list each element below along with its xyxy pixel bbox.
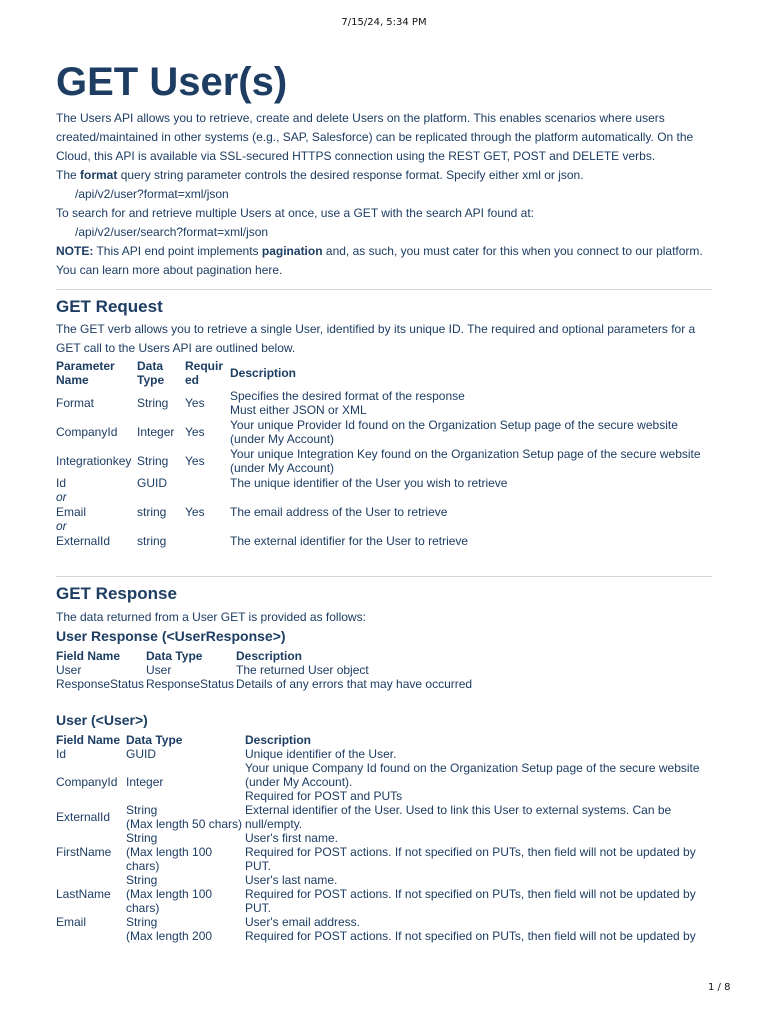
or-label: or [56,519,67,533]
field-name: User [56,663,82,677]
param-required: Yes [185,504,205,519]
table-row [56,677,536,691]
intro-section [56,109,712,280]
col-header: Field Name [56,649,121,663]
col-header: Description [230,366,297,380]
field-type: String (Max length 100 chars) [126,831,213,873]
page-number: 1 / 8 [708,982,731,993]
search-paragraph: To search for and retrieve multiple Users at once, use a GET with the search API found at: [56,206,535,220]
field-type: ResponseStatus [146,677,235,691]
format-paragraph [56,166,712,185]
param-name: CompanyId [56,424,118,439]
table-row [56,417,712,446]
param-name: Integrationkey [56,453,132,468]
table-row [56,831,712,873]
field-description: User's email address. Required for POST actions. If not specified on PUTs, then field will not be updated by [245,915,696,943]
search-endpoint-url: /api/v2/user/search?format=xml/json [75,225,269,239]
page-title: GET User(s) [56,60,288,104]
get-response-heading: GET Response [56,584,177,603]
field-description: User's first name. Required for POST actions. If not specified on PUTs, then field will not be updated by PUT. [245,831,696,873]
get-request-text: The GET verb allows you to retrieve a single User, identified by its unique ID. The required and optional parameters for a GET call to the Users API are outlined below. [56,322,696,355]
table-row [56,388,712,417]
or-row [56,490,712,504]
format-keyword: format [80,168,118,182]
field-description: Unique identifier of the User. [245,747,397,761]
divider [56,289,712,290]
param-required: Yes [185,453,205,468]
param-description: The unique identifier of the User you wish to retrieve [230,475,508,490]
param-required [185,533,230,548]
param-name: Email [56,504,87,519]
table-row [56,663,536,677]
field-type: String (Max length 50 chars) [126,803,243,831]
pagination-note [56,242,712,280]
param-type: String [137,395,169,410]
field-name: Email [56,915,87,929]
col-header: Data Type [126,733,183,747]
param-required: Yes [185,424,205,439]
param-description: The email address of the User to retrieve [230,504,448,519]
field-name: CompanyId [56,775,118,789]
note-text-post: and, as such, you must cater for this when you connect to our platform. You can learn more about pagination here. [56,244,703,277]
table-row [56,803,712,831]
field-name: Id [56,747,67,761]
col-header: Description [236,649,303,663]
field-description: User's last name. Required for POST actions. If not specified on PUTs, then field will not be updated by PUT. [245,873,696,915]
field-type: Integer [126,775,164,789]
divider [56,576,712,577]
col-header: Requir ed [185,359,224,387]
param-name: Format [56,395,95,410]
table-row [56,915,712,943]
or-label: or [56,490,67,504]
request-parameters-table [56,358,712,548]
table-header-row [56,649,536,663]
table-row [56,446,712,475]
param-type: string [137,504,167,519]
param-type: string [137,533,167,548]
print-timestamp: 7/15/24, 5:34 PM [341,17,427,28]
get-response-text: The data returned from a User GET is provided as follows: [56,610,366,624]
field-description: Your unique Company Id found on the Organization Setup page of the secure website (under My Account). Required for POST and PUTs [245,761,700,803]
field-name: ExternalId [56,810,111,824]
param-required: Yes [185,395,205,410]
col-header: Parameter Name [56,359,115,387]
format-text-pre: The [56,168,81,182]
field-type: GUID [126,747,156,761]
table-row [56,504,712,519]
table-header-row [56,733,712,747]
field-name: LastName [56,887,111,901]
field-description: The returned User object [236,663,369,677]
document-body [56,58,712,943]
table-row [56,873,712,915]
param-description: The external identifier for the User to retrieve [230,533,469,548]
note-text-pre: This API end point implements [93,244,262,258]
param-description: Specifies the desired format of the response Must either JSON or XML [230,388,465,417]
field-description: External identifier of the User. Used to link this User to external systems. Can be null/empty. [245,803,672,831]
param-type: GUID [137,475,167,490]
user-response-heading: User Response (<UserResponse>) [56,628,286,644]
field-type: User [146,663,172,677]
user-response-table [56,649,536,691]
table-row [56,533,712,548]
col-header: Field Name [56,733,121,747]
format-text-post: query string parameter controls the desired response format. Specify either xml or json. [117,168,584,182]
table-row [56,747,712,761]
pagination-keyword: pagination [261,244,323,258]
param-type: String [137,453,169,468]
note-label: NOTE: [56,244,94,258]
param-name: Id [56,475,67,490]
field-name: ResponseStatus [56,677,145,691]
table-row [56,475,712,490]
user-fields-table [56,733,712,943]
intro-paragraph: The Users API allows you to retrieve, create and delete Users on the platform. This enables scenarios where users created/maintained in other systems (e.g., SAP, Salesforce) can be replicated through the platform automatically. On the Cloud, this API is available via SSL-secured HTTPS connection using the REST GET, POST and DELETE verbs. [56,111,694,163]
table-row [56,761,712,803]
param-required [185,475,230,490]
col-header: Data Type [137,359,165,387]
col-header: Data Type [146,649,203,663]
field-type: String (Max length 100 chars) [126,873,213,915]
get-request-heading: GET Request [56,297,163,316]
table-header-row [56,358,712,388]
field-description: Details of any errors that may have occurred [236,677,473,691]
col-header: Description [245,733,312,747]
param-name: ExternalId [56,533,111,548]
param-description: Your unique Provider Id found on the Organization Setup page of the secure website (under My Account) [230,417,678,446]
param-description: Your unique Integration Key found on the Organization Setup page of the secure website (under My Account) [230,446,701,475]
field-name: FirstName [56,845,112,859]
field-type: String (Max length 200 [126,915,213,943]
user-heading: User (<User>) [56,712,148,728]
or-row [56,519,712,533]
get-request-section [56,296,712,548]
user-endpoint-url: /api/v2/user?format=xml/json [75,187,229,201]
get-response-section [56,583,712,943]
param-type: Integer [137,424,175,439]
